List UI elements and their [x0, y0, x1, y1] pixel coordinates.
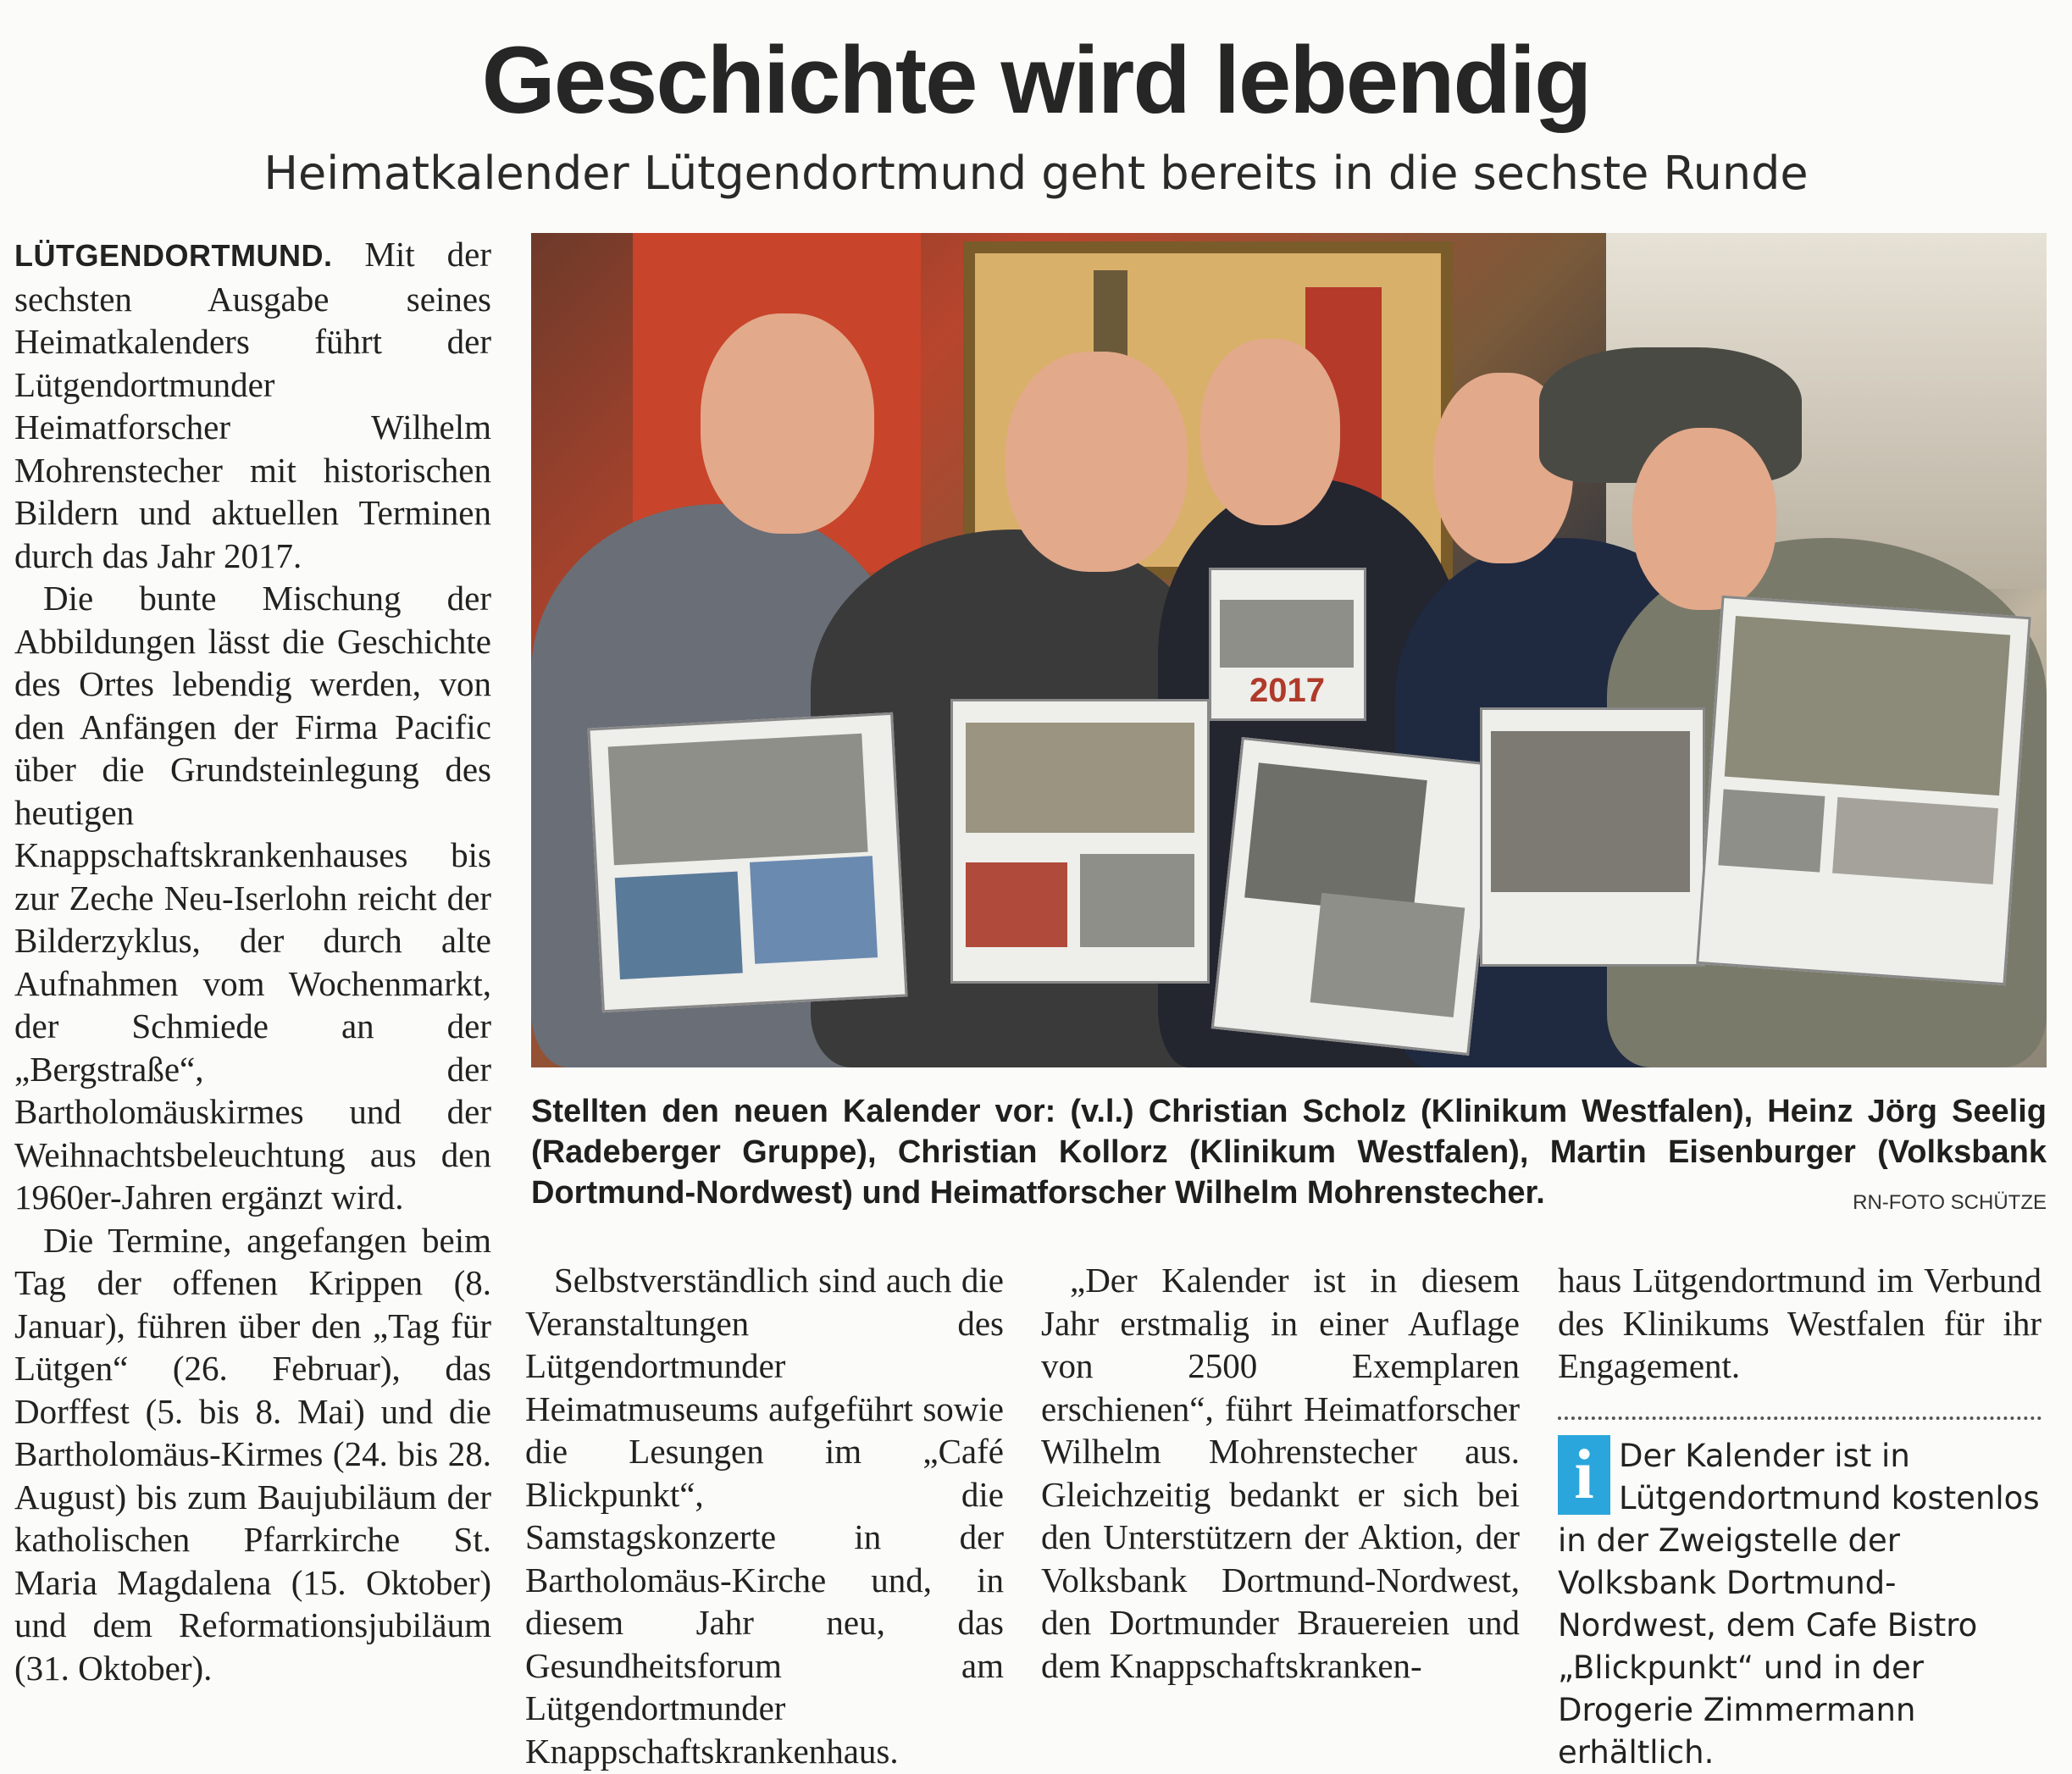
- photo-calendar-image: [750, 856, 878, 963]
- photo-face-2: [1006, 352, 1188, 572]
- paragraph: Die bunte Mischung der Abbildungen lässt die Geschichte des Ortes lebendig werden, von den Anfängen der Firma Pacific über die Grundsteinlegung des heutigen Knappschaftskrankenhauses bis zur Zeche Neu-Iserlohn reicht der Bilderzyklus, der durch alte Aufnahmen vom Wochenmarkt, der Schmiede an der „Bergstraße“, der Bartholomäuskirmes und der Weihnachtsbeleuchtung aus den 1960er-Jahren ergänzt wird.: [14, 579, 491, 1217]
- article-column-2: [525, 1259, 1004, 1772]
- photo-face-1: [701, 313, 874, 534]
- photo-calendar-2: [950, 699, 1210, 984]
- info-box: [1558, 1416, 2042, 1774]
- photo-calendar-3: [1211, 737, 1499, 1056]
- info-text: Der Kalender ist in Lütgendortmund kostenlos in der Zweigstelle der Volksbank Dortmund-Nordwest, dem Cafe Bistro „Blickpunkt“ und in der Drogerie Zimmermann erhältlich.: [1558, 1438, 2040, 1771]
- paragraph-intro-text: Mit der sechsten Ausgabe seines Heimatkalenders führt der Lütgendortmunder Heimatforscher Wilhelm Mohrenstecher mit historischen Bildern und aktuellen Terminen durch das Jahr 2017.: [14, 235, 491, 575]
- paragraph-intro: [14, 233, 491, 577]
- article-column-1: [14, 233, 491, 1689]
- caption-text: Stellten den neuen Kalender vor: (v.l.) Christian Scholz (Klinikum Westfalen), Heinz Jörg Seelig (Radeberger Gruppe), Christian Kollorz (Klinikum Westfalen), Martin Eisenburger (Volksbank Dortmund-Nordwest) und Heimatforscher Wilhelm Mohrenstecher.: [531, 1094, 2047, 1211]
- info-icon: i: [1558, 1435, 1610, 1515]
- photo-calendar-image: [615, 872, 743, 979]
- article-column-3: [1041, 1259, 1520, 1687]
- photo-calendar-image: [608, 734, 868, 866]
- photo-face-3: [1200, 339, 1340, 525]
- headline: Geschichte wird lebendig: [481, 27, 1591, 133]
- photo-calendar-5: [1696, 596, 2031, 985]
- article-column-4: [1558, 1259, 2042, 1388]
- photo-calendar-small: [1209, 568, 1366, 721]
- paragraph: Die Termine, angefangen beim Tag der offenen Krippen (8. Januar), führen über den „Tag für Lütgen“ (26. Februar), das Dorffest (5. bis 8. Mai) und die Bartholomäus-Kirmes (24. bis 28. August) bis zum Baujubiläum der katholischen Pfarrkirche St. Maria Magdalena (15. Oktober) und dem Reformationsjubiläum (31. Oktober).: [14, 1220, 491, 1688]
- paragraph: haus Lütgendortmund im Verbund des Klinikums Westfalen für ihr Engagement.: [1558, 1261, 2042, 1385]
- dateline: LÜTGENDORTMUND.: [14, 238, 333, 273]
- photo-face-5: [1632, 428, 1776, 610]
- calendar-year-label: 2017: [1249, 672, 1325, 709]
- photo-calendar-image: [966, 862, 1067, 947]
- photo-credit: RN-FOTO SCHÜTZE: [1853, 1191, 2047, 1214]
- photo-calendar-4: [1480, 707, 1705, 967]
- paragraph: „Der Kalender ist in diesem Jahr erstmalig in einer Auflage von 2500 Exemplaren erschienen“, führt Heimatforscher Wilhelm Mohrenstecher aus. Gleichzeitig bedankt er sich bei den Unterstützern der Aktion, der Volksbank Dortmund-Nordwest, den Dortmunder Brauereien und dem Knappschaftskranken-: [1041, 1261, 1520, 1685]
- photo-calendar-image: [1244, 762, 1427, 915]
- photo-calendar-image: [1220, 600, 1354, 668]
- photo-calendar-image: [966, 723, 1194, 833]
- photo-calendar-1: [587, 712, 907, 1012]
- paragraph: Selbstverständlich sind auch die Veranstaltungen des Lütgendortmunder Heimatmuseums aufgeführt sowie die Lesungen im „Café Blickpunkt“, die Samstagskonzerte in der Bartholomäus-Kirche und, in diesem Jahr neu, das Gesundheitsforum am Lütgendortmunder Knappschaftskrankenhaus.: [525, 1261, 1004, 1771]
- photo-calendar-image: [1832, 797, 1998, 884]
- subheadline: Heimatkalender Lütgendortmund geht bereits in die sechste Runde: [263, 147, 1809, 200]
- photo-calendar-image: [1725, 616, 2010, 796]
- photo-caption: [531, 1091, 2047, 1223]
- photo-calendar-image: [1080, 854, 1194, 947]
- photo-calendar-image: [1310, 893, 1465, 1017]
- photo-calendar-image: [1718, 789, 1825, 872]
- article-photo: [531, 233, 2047, 1067]
- photo-calendar-image: [1491, 731, 1690, 892]
